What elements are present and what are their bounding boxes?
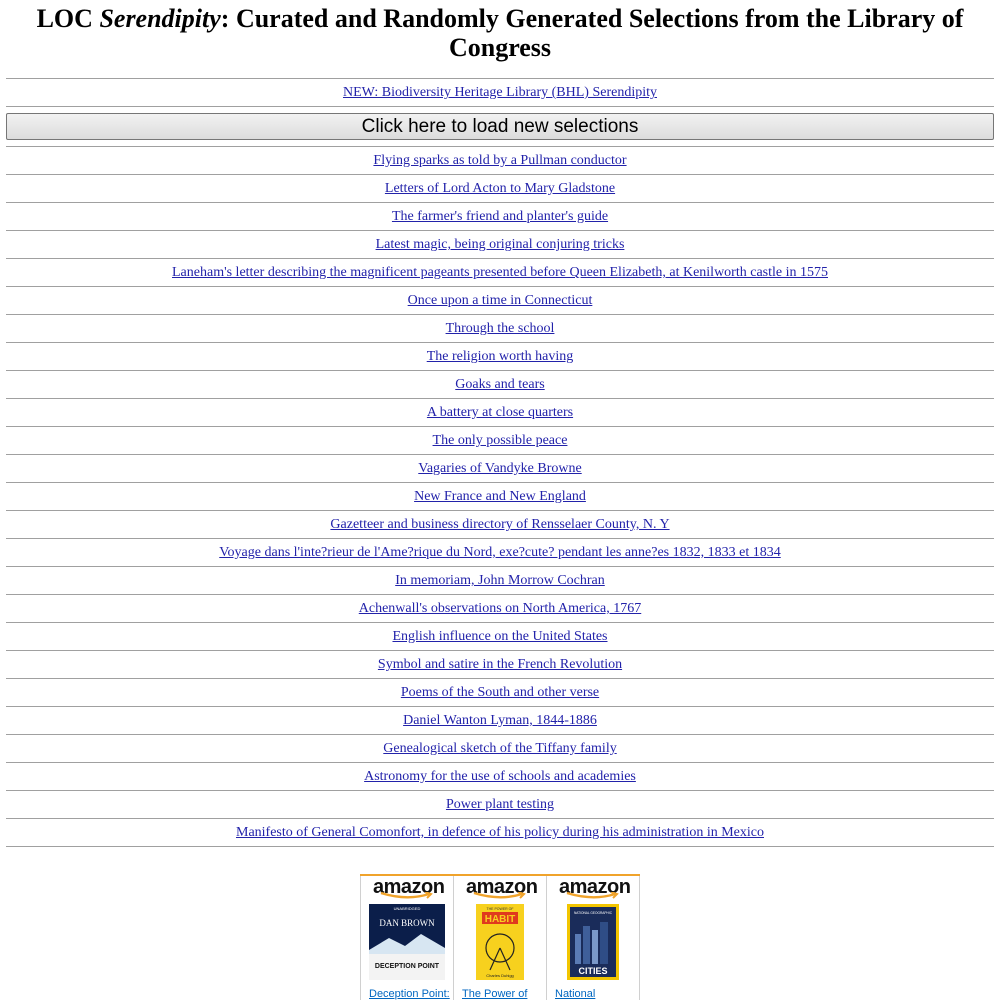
selection-link[interactable]: The religion worth having [426, 349, 574, 364]
selection-row [0, 455, 1000, 482]
product-title-link[interactable]: The Power of [462, 988, 528, 1000]
selection-link[interactable]: A battery at close quarters [426, 405, 574, 420]
selection-row [0, 679, 1000, 706]
selection-row [0, 483, 1000, 510]
selection-link[interactable]: Vagaries of Vandyke Browne [418, 461, 582, 476]
selection-row [0, 735, 1000, 762]
selection-link[interactable]: The only possible peace [432, 433, 568, 448]
selection-link[interactable]: Goaks and tears [455, 377, 545, 392]
selection-row [0, 707, 1000, 734]
selection-row [0, 427, 1000, 454]
selection-link[interactable]: Flying sparks as told by a Pullman conductor [373, 153, 627, 168]
book-cover-national-geographic[interactable] [567, 904, 619, 980]
svg-text:Charles Duhigg: Charles Duhigg [486, 973, 514, 978]
amazon-product-card[interactable] [546, 876, 640, 1000]
selection-link[interactable]: The farmer's friend and planter's guide [391, 209, 609, 224]
selection-link[interactable]: Manifesto of General Comonfort, in defence of his policy during his administration in Mexico [236, 825, 764, 840]
product-title-link[interactable]: National [555, 988, 596, 1000]
divider [6, 846, 994, 847]
svg-text:THE POWER OF: THE POWER OF [486, 907, 514, 911]
load-button-wrap [6, 113, 994, 140]
selection-link[interactable]: Daniel Wanton Lyman, 1844-1886 [403, 713, 597, 728]
bhl-serendipity-link[interactable]: NEW: Biodiversity Heritage Library (BHL) Serendipity [342, 85, 657, 100]
selection-link[interactable]: In memoriam, John Morrow Cochran [395, 573, 605, 588]
page-title [0, 0, 1000, 62]
selection-row [0, 287, 1000, 314]
amazon-product-card[interactable] [453, 876, 546, 1000]
selection-row [0, 791, 1000, 818]
svg-text:UNABRIDGED: UNABRIDGED [393, 906, 421, 911]
amazon-product-card[interactable] [360, 876, 453, 1000]
amazon-logo: amazon [373, 876, 445, 898]
divider [6, 106, 994, 107]
bhl-row [0, 79, 1000, 106]
selection-link[interactable]: Voyage dans l'inte?rieur de l'Ame?rique du Nord, exe?cute? pendant les anne?es 1832, 1833 et 1834 [219, 545, 781, 560]
selection-link[interactable]: Once upon a time in Connecticut [407, 293, 593, 308]
selection-link[interactable]: Genealogical sketch of the Tiffany family [383, 741, 617, 756]
selection-link[interactable]: Power plant testing [445, 797, 555, 812]
selection-row [0, 651, 1000, 678]
selection-row [0, 567, 1000, 594]
selection-row [0, 399, 1000, 426]
amazon-logo: amazon [559, 876, 631, 898]
svg-text:CITIES: CITIES [578, 966, 608, 976]
selection-link[interactable]: Gazetteer and business directory of Rensselaer County, N. Y [330, 517, 670, 532]
selection-link[interactable]: Latest magic, being original conjuring tricks [375, 237, 625, 252]
selection-row [0, 175, 1000, 202]
selection-row [0, 203, 1000, 230]
selection-row [0, 343, 1000, 370]
selection-link[interactable]: Achenwall's observations on North America, 1767 [358, 601, 642, 616]
book-cover-power-of-habit[interactable] [476, 904, 524, 980]
load-new-selections-button[interactable]: Click here to load new selections [6, 113, 994, 140]
selection-row [0, 231, 1000, 258]
selection-row [0, 511, 1000, 538]
selection-link[interactable]: Laneham's letter describing the magnificent pageants presented before Queen Elizabeth, at Kenilworth castle in 1575 [172, 265, 828, 280]
selection-link[interactable]: Symbol and satire in the French Revolution [377, 657, 623, 672]
selection-row [0, 371, 1000, 398]
product-title-link[interactable]: Deception Point: [369, 988, 450, 1000]
svg-text:NATIONAL GEOGRAPHIC: NATIONAL GEOGRAPHIC [573, 911, 613, 915]
selection-row [0, 819, 1000, 846]
book-cover-deception-point[interactable] [369, 904, 445, 980]
selection-row [0, 315, 1000, 342]
selection-row [0, 595, 1000, 622]
amazon-widget [360, 874, 640, 1000]
svg-text:DECEPTION POINT: DECEPTION POINT [374, 963, 440, 970]
svg-text:HABIT: HABIT [484, 914, 516, 925]
selection-row [0, 259, 1000, 286]
selection-row [0, 623, 1000, 650]
svg-text:DAN BROWN: DAN BROWN [379, 918, 435, 928]
title-suffix: : Curated and Randomly Generated Selections from the Library of Congress [220, 4, 964, 62]
title-serendipity: Serendipity [99, 4, 221, 33]
selection-row [0, 147, 1000, 174]
selection-row [0, 539, 1000, 566]
amazon-logo: amazon [466, 876, 538, 898]
selection-list [0, 147, 1000, 847]
selection-link[interactable]: English influence on the United States [392, 629, 608, 644]
selection-link[interactable]: Poems of the South and other verse [400, 685, 600, 700]
selection-row [0, 763, 1000, 790]
selection-link[interactable]: Through the school [445, 321, 555, 336]
selection-link[interactable]: Letters of Lord Acton to Mary Gladstone [384, 181, 616, 196]
title-prefix: LOC [36, 4, 100, 33]
selection-link[interactable]: Astronomy for the use of schools and academies [364, 769, 636, 784]
selection-link[interactable]: New France and New England [414, 489, 586, 504]
